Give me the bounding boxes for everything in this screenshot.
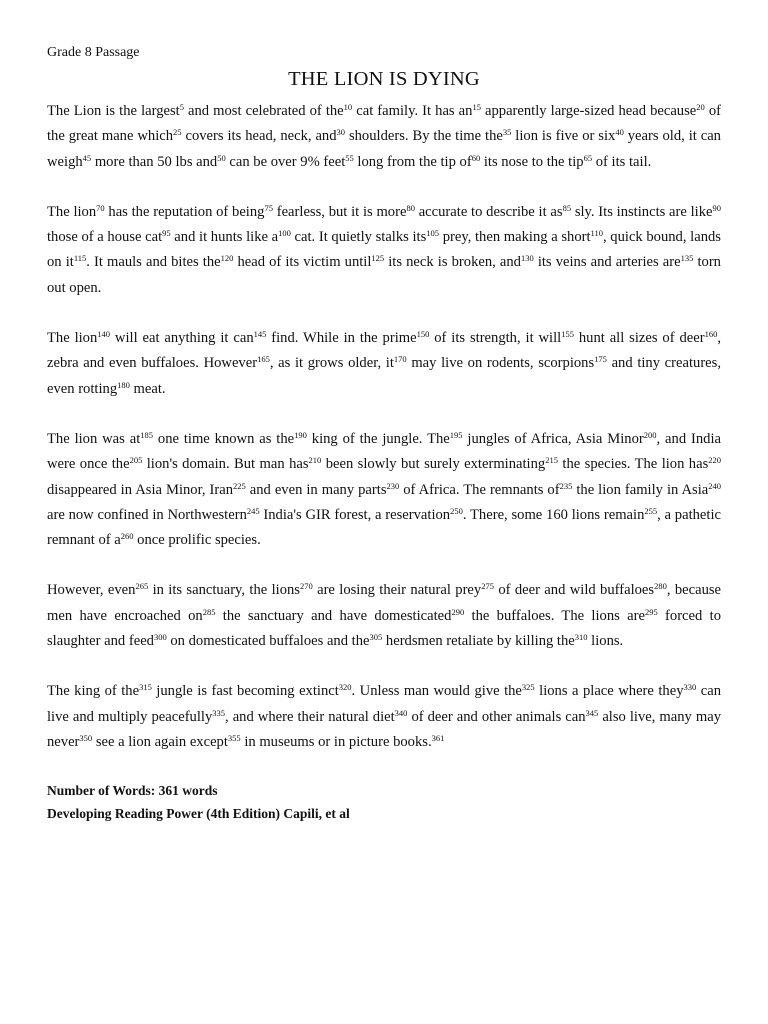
paragraph-text: has the reputation of being — [104, 203, 265, 220]
paragraph-text: more than 50 lbs and — [91, 153, 218, 170]
paragraph — [47, 578, 721, 654]
word-count-marker: 130 — [520, 253, 534, 264]
word-count-marker: 245 — [246, 505, 260, 516]
passage-body — [47, 99, 721, 755]
paragraph-text: its nose to the tip — [480, 153, 584, 170]
paragraph-text: been slowly but surely exterminating — [321, 456, 546, 473]
word-count-marker: 355 — [227, 732, 241, 743]
paragraph-text: king of the jungle. The — [306, 430, 450, 447]
passage-footer — [47, 779, 721, 825]
paragraph-text: accurate to describe it as — [414, 203, 563, 220]
paragraph-text: . It mauls and bites the — [86, 254, 221, 271]
paragraph-text: India's GIR forest, a reservation — [259, 506, 451, 523]
paragraph-text: . Unless man would give the — [351, 683, 522, 700]
paragraph-text: the buffaloes. The lions are — [464, 607, 645, 624]
paragraph-text: the sanctuary and have domesticated — [215, 607, 452, 624]
word-count-marker: 280 — [654, 581, 667, 592]
paragraph — [47, 200, 721, 301]
word-count-marker: 40 — [615, 127, 624, 138]
word-count-marker: 175 — [594, 354, 607, 365]
paragraph-text: will eat anything it can — [110, 330, 254, 347]
paragraph-text: of the great mane which — [47, 103, 721, 145]
word-count-marker: 215 — [545, 455, 558, 466]
paragraph-text: prey, then making a short — [439, 229, 591, 246]
paragraph-text: , because men have encroached on — [47, 582, 722, 624]
paragraph-text: The lion — [47, 330, 98, 347]
paragraph-text: meat. — [129, 380, 166, 397]
word-count-marker: 135 — [680, 253, 694, 264]
word-count-marker: 305 — [369, 632, 383, 643]
paragraph-text: also live, many may never — [47, 708, 721, 750]
word-count-marker: 361 — [431, 732, 445, 743]
paragraph-text: cat family. It has an — [352, 103, 473, 119]
paragraph-text: and most celebrated of the — [183, 103, 344, 119]
paragraph — [47, 679, 721, 755]
source-citation: Developing Reading Power (4th Edition) Capili, et al — [47, 806, 350, 822]
word-count-marker: 120 — [220, 253, 234, 264]
paragraph-text: jungles of Africa, Asia Minor — [462, 430, 644, 447]
paragraph-text: and it hunts like a — [170, 229, 279, 246]
paragraph-text: those of a house cat — [47, 229, 163, 246]
word-count-marker: 185 — [140, 429, 154, 440]
word-count-marker: 195 — [449, 429, 463, 440]
word-count-marker: 260 — [120, 531, 134, 542]
word-count-marker: 205 — [129, 455, 143, 466]
word-count-marker: 180 — [117, 379, 130, 390]
word-count-marker: 100 — [278, 228, 291, 239]
paragraph-text: once prolific species. — [133, 532, 261, 549]
word-count-marker: 310 — [574, 632, 588, 643]
paragraph-text: of deer and wild buffaloes — [493, 582, 655, 599]
paragraph-text: fearless, but it is more — [272, 203, 407, 220]
paragraph-text: in its sanctuary, the lions — [148, 582, 300, 599]
paragraph-text: years old, it can weigh — [47, 128, 721, 170]
word-count-marker: 230 — [386, 480, 400, 491]
word-count-marker: 110 — [590, 228, 603, 239]
word-count-marker: 5 — [179, 102, 184, 112]
passage-title: THE LION IS DYING — [288, 68, 480, 90]
word-count-marker: 320 — [338, 682, 352, 693]
paragraph-text: , zebra and even buffaloes. However — [47, 330, 721, 372]
paragraph-text: long from the tip of — [353, 153, 472, 170]
paragraph-text: are losing their natural prey — [312, 582, 482, 599]
paragraph-text: sly. Its instincts are like — [571, 203, 713, 220]
word-count-marker: 315 — [139, 682, 152, 693]
word-count-marker: 190 — [294, 429, 307, 440]
paragraph-text: lion is five or six — [511, 128, 616, 145]
word-count-marker: 345 — [585, 707, 599, 718]
paragraph-text: apparently large-sized head because — [480, 103, 697, 119]
word-count-marker: 150 — [416, 329, 430, 340]
paragraph-text: disappeared in Asia Minor, Iran — [47, 481, 234, 498]
paragraph-text: The lion was at — [47, 430, 141, 447]
word-count-marker: 125 — [371, 253, 385, 264]
paragraph-text: may live on rodents, scorpions — [406, 355, 595, 372]
paragraph-text: covers its head, neck, and — [181, 128, 337, 145]
paragraph-text: , as it grows older, it — [269, 355, 394, 372]
paragraph-text: The lion — [47, 203, 97, 220]
paragraph-text: lion's domain. But man has — [142, 456, 309, 473]
paragraph — [47, 427, 721, 553]
paragraph — [47, 326, 721, 402]
word-count-marker: 115 — [73, 253, 87, 264]
paragraph-text: of Africa. The remnants of — [399, 481, 560, 498]
paragraph-text: herdsmen retaliate by killing the — [382, 633, 575, 650]
paragraph-text: of its tail. — [592, 153, 652, 170]
word-count-marker: 105 — [426, 228, 440, 239]
word-count-marker: 140 — [97, 329, 111, 340]
word-count-marker: 80 — [406, 202, 415, 213]
word-count-marker: 60 — [471, 152, 481, 163]
paragraph-text: lions a place where they — [534, 683, 684, 700]
paragraph-text: , and where their natural diet — [225, 708, 395, 725]
word-count-marker: 50 — [217, 152, 226, 163]
paragraph-text: hunt all sizes of deer — [573, 330, 705, 347]
paragraph-text: and even in many parts — [245, 481, 387, 498]
word-count-marker: 270 — [299, 581, 313, 592]
word-count-marker: 160 — [704, 329, 718, 340]
paragraph-text: can be over 9% feet — [225, 153, 346, 170]
paragraph-text: the lion family in Asia — [572, 481, 709, 498]
word-count-marker: 350 — [79, 732, 93, 743]
word-count-marker: 15 — [472, 102, 481, 112]
word-count-marker: 220 — [708, 455, 722, 466]
word-count-marker: 330 — [683, 682, 697, 693]
paragraph-text: The Lion is the largest — [47, 103, 180, 119]
word-count-marker: 335 — [212, 707, 226, 718]
paragraph-text: on domesticated buffaloes and the — [166, 633, 370, 650]
paragraph-text: The king of the — [47, 683, 140, 700]
paragraph-text: cat. It quietly stalks its — [290, 229, 427, 246]
paragraph-text: torn out open. — [47, 254, 721, 296]
paragraph-text: lions. — [587, 633, 624, 650]
paragraph-text: its veins and arteries are — [533, 254, 681, 271]
word-count-marker: 325 — [521, 682, 535, 693]
word-count-marker: 235 — [559, 480, 573, 491]
paragraph-text: its neck is broken, and — [384, 254, 521, 271]
word-count-marker: 45 — [82, 152, 92, 163]
paragraph-text: see a lion again except — [92, 733, 228, 750]
grade-label: Grade 8 Passage — [47, 45, 140, 60]
paragraph-text: shoulders. By the time the — [345, 128, 503, 145]
word-count-marker: 55 — [345, 152, 354, 163]
word-count-marker: 240 — [708, 480, 721, 491]
word-count: Number of Words: 361 words — [47, 783, 218, 799]
word-count-marker: 10 — [343, 102, 353, 112]
paragraph-text: jungle is fast becoming extinct — [151, 683, 339, 700]
word-count-marker: 275 — [481, 581, 494, 592]
word-count-marker: 290 — [451, 606, 465, 617]
word-count-marker: 210 — [308, 455, 322, 466]
word-count-marker: 165 — [257, 354, 270, 365]
word-count-marker: 25 — [173, 127, 182, 138]
word-count-marker: 200 — [643, 429, 657, 440]
paragraph-text: in museums or in picture books. — [240, 733, 432, 750]
paragraph-text: are now confined in Northwestern — [47, 506, 247, 523]
word-count-marker: 30 — [336, 127, 346, 138]
word-count-marker: 265 — [135, 581, 149, 592]
word-count-marker: 145 — [253, 329, 267, 340]
paragraph-text: find. While in the prime — [266, 330, 417, 347]
paragraph-text: of deer and other animals can — [407, 708, 586, 725]
paragraph-text: one time known as the — [153, 430, 295, 447]
word-count-marker: 250 — [450, 505, 463, 516]
word-count-marker: 300 — [153, 632, 167, 643]
paragraph-text: However, even — [47, 582, 136, 599]
word-count-marker: 295 — [644, 606, 658, 617]
paragraph-text: the species. The lion has — [557, 456, 709, 473]
word-count-marker: 85 — [562, 202, 572, 213]
paragraph-text: . There, some 160 lions remain — [462, 506, 645, 523]
word-count-marker: 20 — [696, 102, 705, 112]
paragraph — [47, 99, 721, 175]
word-count-marker: 65 — [583, 152, 593, 163]
paragraph-text: and tiny creatures, even rotting — [47, 355, 721, 397]
paragraph-text: head of its victim until — [233, 254, 372, 271]
word-count-marker: 95 — [162, 228, 171, 239]
paragraph-text: , a pathetic remnant of a — [47, 506, 721, 549]
word-count-marker: 90 — [712, 202, 722, 213]
word-count-marker: 70 — [96, 202, 105, 213]
paragraph-text: forced to slaughter and feed — [47, 607, 721, 650]
paragraph-text: can live and multiply peacefully — [47, 683, 721, 725]
word-count-marker: 255 — [644, 505, 658, 516]
word-count-marker: 225 — [233, 480, 246, 491]
word-count-marker: 340 — [394, 707, 408, 718]
paragraph-text: , and India were once the — [47, 430, 721, 473]
word-count-marker: 155 — [561, 329, 574, 340]
word-count-marker: 285 — [202, 606, 216, 617]
word-count-marker: 170 — [393, 354, 407, 365]
paragraph-text: of its strength, it will — [429, 330, 562, 347]
word-count-marker: 35 — [502, 127, 512, 138]
paragraph-text: , quick bound, lands on it — [47, 229, 721, 271]
word-count-marker: 75 — [264, 202, 273, 213]
